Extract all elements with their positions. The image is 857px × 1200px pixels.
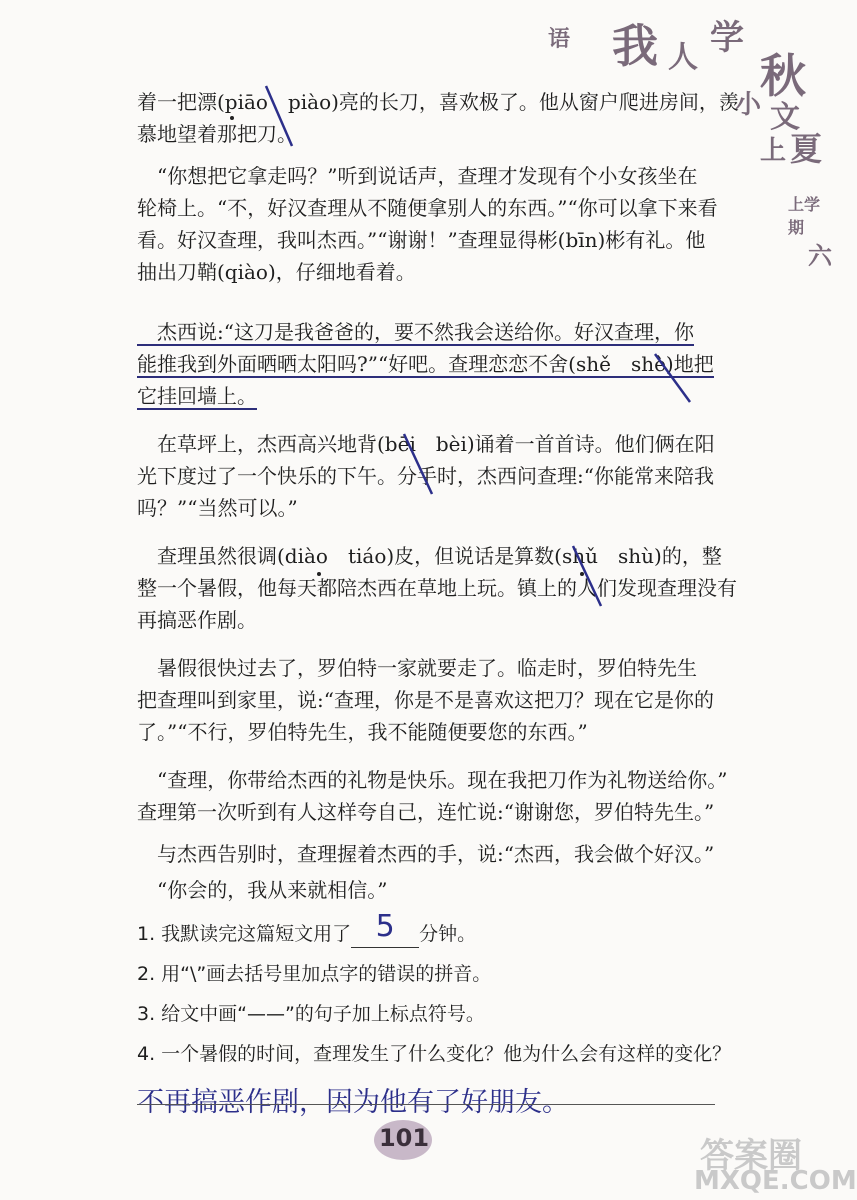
underlined-paragraph: [137, 316, 727, 412]
question-text: 分钟。: [419, 923, 477, 945]
page-number-text: 101: [378, 1124, 430, 1152]
header-char: 秋: [760, 49, 806, 103]
text-line: “你会的，我从来就相信。”: [137, 878, 388, 902]
header-char: 人: [668, 40, 698, 75]
text-line: 看。好汉查理，我叫杰西。”“谢谢！”查理显得彬(bīn)彬有礼。他: [137, 228, 706, 252]
handwritten-answer: 不再搞恶作剧，因为他有了好朋友。: [137, 1087, 569, 1118]
text-line: 光下度过了一个快乐的下午。分手时，杰西问查理:“你能常来陪我: [137, 464, 714, 488]
text-line: 着一把漂(piāo piào)亮的长刀，喜欢极了。他从窗户爬进房间，羡: [137, 90, 739, 114]
paragraph: [137, 86, 739, 150]
header-char: 语: [548, 26, 571, 52]
header-char: 夏: [790, 130, 823, 168]
header-char: 六: [808, 241, 832, 270]
underlined-line: 杰西说:“这刀是我爸爸的，要不然我会送给你。好汉查理，你: [137, 320, 694, 344]
header-char: 我: [612, 19, 658, 73]
underlined-line: 它挂回墙上。: [137, 384, 257, 408]
text-line: “你想把它拿走吗？”听到说话声，查理才发现有个小女孩坐在: [137, 164, 698, 188]
paragraph: [137, 652, 727, 748]
header-char: 文: [770, 100, 800, 135]
text-line: 查理第一次听到有人这样夸自己，连忙说:“谢谢您，罗伯特先生。”: [137, 800, 715, 824]
text-line: 再搞恶作剧。: [137, 608, 257, 632]
question-3: 3. 给文中画“——”的句子加上标点符号。: [137, 1003, 485, 1025]
text-line: 了。”“不行，罗伯特先生，我不能随便要您的东西。”: [137, 720, 588, 744]
question-4: 4. 一个暑假的时间，查理发生了什么变化？他为什么会有这样的变化？: [137, 1043, 732, 1065]
paragraph: [137, 838, 727, 870]
underlined-line: 能推我到外面晒晒太阳吗?”“好吧。查理恋恋不舍(shě shè)地把: [137, 352, 714, 376]
text-line: 与杰西告别时，查理握着杰西的手，说:“杰西，我会做个好汉。”: [137, 842, 715, 866]
paragraph: [137, 540, 737, 636]
text-line: 慕地望着那把刀。: [137, 122, 297, 146]
header-char: 小: [735, 90, 762, 120]
answer-blank[interactable]: [351, 909, 419, 948]
paragraph: [137, 764, 727, 828]
text-line: 查理虽然很调(diào tiáo)皮，但说话是算数(shǔ shù)的，整: [137, 544, 722, 568]
watermark: 答案圈: [700, 1136, 802, 1176]
answer-line: [137, 1104, 715, 1105]
watermark-url: MXQE.COM: [694, 1166, 857, 1196]
page-number: [368, 1118, 440, 1162]
header-char: 学: [710, 18, 744, 58]
header-subtitle: 上学期: [788, 195, 821, 237]
text-line: 吗？”“当然可以。”: [137, 496, 298, 520]
text-line: 整一个暑假，他每天都陪杰西在草地上玩。镇上的人们发现查理没有: [137, 576, 737, 600]
paragraph: [137, 428, 727, 524]
paragraph: [137, 160, 727, 288]
text-line: 暑假很快过去了，罗伯特一家就要走了。临走时，罗伯特先生: [137, 656, 697, 680]
header-char: 上: [760, 136, 787, 166]
text-line: 把查理叫到家里，说:“查理，你是不是喜欢这把刀？现在它是你的: [137, 688, 714, 712]
text-line: 在草坪上，杰西高兴地背(bēi bèi)诵着一首首诗。他们俩在阳: [137, 432, 715, 456]
question-text: 1. 我默读完这篇短文用了: [137, 923, 352, 945]
question-2: 2. 用“\”画去括号里加点字的错误的拼音。: [137, 963, 492, 985]
text-line: 轮椅上。“不，好汉查理从不随便拿别人的东西。”“你可以拿下来看: [137, 196, 718, 220]
handwritten-answer: 5: [375, 909, 395, 944]
question-1: [137, 909, 477, 948]
paragraph: [137, 874, 727, 906]
text-line: “查理，你带给杰西的礼物是快乐。现在我把刀作为礼物送给你。”: [137, 768, 728, 792]
text-line: 抽出刀鞘(qiào)，仔细地看着。: [137, 260, 416, 284]
